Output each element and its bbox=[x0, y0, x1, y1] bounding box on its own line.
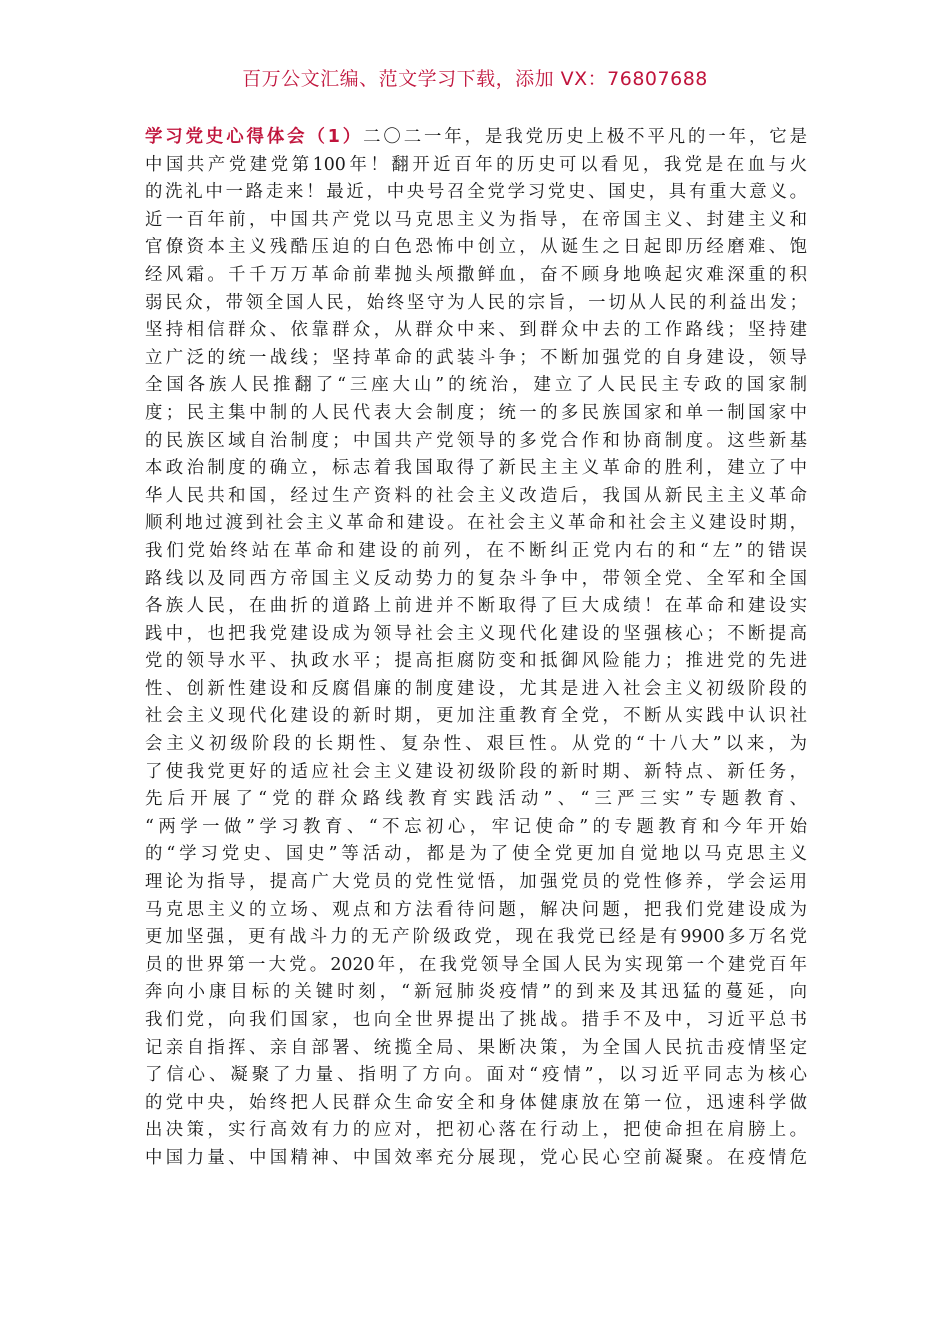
text-line: 性、创新性建设和反腐倡廉的制度建设，尤其是进入社会主义初级阶段的 bbox=[145, 678, 807, 699]
text-line: 顺利地过渡到社会主义革命和建设。在社会主义革命和社会主义建设时期， bbox=[145, 513, 807, 534]
text-line: 我们党始终站在革命和建设的前列，在不断纠正党内右的和“左”的错误 bbox=[145, 540, 807, 561]
text-line: 经风霜。千千万万革命前辈抛头颅撒鲜血，奋不顾身地唤起灾难深重的积 bbox=[145, 264, 807, 285]
text-line: 更加坚强，更有战斗力的无产阶级政党，现在我党已经是有9900多万名党 bbox=[145, 927, 807, 948]
paragraph-first-line bbox=[145, 124, 807, 152]
text-line: 本政治制度的确立，标志着我国取得了新民主主义革命的胜利，建立了中 bbox=[145, 458, 807, 479]
text-line: 我们党，向我们国家，也向全世界提出了挑战。措手不及中，习近平总书 bbox=[145, 1010, 807, 1030]
text-line: 的民族区域自治制度；中国共产党领导的多党合作和协商制度。这些新基 bbox=[145, 430, 807, 451]
text-line: 马克思主义的立场、观点和方法看待问题，解决问题，把我们党建设成为 bbox=[145, 899, 807, 920]
text-line: “两学一做”学习教育、“不忘初心，牢记使命”的专题教育和今年开始 bbox=[145, 816, 807, 837]
text-line: 近一百年前，中国共产党以马克思主义为指导，在帝国主义、封建主义和 bbox=[145, 209, 807, 230]
text-line: 各族人民，在曲折的道路上前进并不断取得了巨大成绩！在革命和建设实 bbox=[145, 596, 807, 617]
text-line: 先后开展了“党的群众路线教育实践活动”、“三严三实”专题教育、 bbox=[145, 789, 807, 810]
text-line: 官僚资本主义残酷压迫的白色恐怖中创立，从诞生之日起即历经磨难、饱 bbox=[145, 237, 807, 258]
text-line: 出决策，实行高效有力的应对，把初心落在行动上，把使命担在肩膀上。 bbox=[145, 1120, 807, 1141]
text-line: 路线以及同西方帝国主义反动势力的复杂斗争中，带领全党、全军和全国 bbox=[145, 568, 807, 589]
text-line: 的“学习党史、国史”等活动，都是为了使全党更加自觉地以马克思主义 bbox=[145, 844, 807, 865]
document-body bbox=[145, 124, 807, 1173]
text-line: 中国力量、中国精神、中国效率充分展现，党心民心空前凝聚。在疫情危 bbox=[145, 1147, 807, 1168]
text-line: 中国共产党建党第100年！翻开近百年的历史可以看见，我党是在血与火 bbox=[145, 154, 807, 175]
watermark-banner: 百万公文汇编、范文学习下载，添加 VX：76807688 bbox=[242, 68, 708, 90]
first-line-text: 二〇二一年，是我党历史上极不平凡的一年，它是 bbox=[363, 127, 807, 147]
text-line: 记亲自指挥、亲自部署、统揽全局、果断决策，为全国人民抗击疫情坚定 bbox=[145, 1037, 807, 1058]
text-line: 会主义初级阶段的长期性、复杂性、艰巨性。从党的“十八大”以来，为 bbox=[145, 734, 807, 755]
text-line: 弱民众，带领全国人民，始终坚守为人民的宗旨，一切从人民的利益出发； bbox=[145, 292, 807, 313]
text-line: 奔向小康目标的关键时刻，“新冠肺炎疫情”的到来及其迅猛的蔓延，向 bbox=[145, 982, 807, 1003]
text-line: 华人民共和国，经过生产资料的社会主义改造后，我国从新民主主义革命 bbox=[145, 485, 807, 506]
paragraph-lines bbox=[145, 152, 807, 1173]
text-line: 践中，也把我党建设成为领导社会主义现代化建设的坚强核心；不断提高 bbox=[145, 623, 807, 644]
text-line: 立广泛的统一战线；坚持革命的武装斗争；不断加强党的自身建设，领导 bbox=[145, 347, 807, 368]
text-line: 了信心、凝聚了力量、指明了方向。面对“疫情”，以习近平同志为核心 bbox=[145, 1065, 807, 1086]
text-line: 的洗礼中一路走来！最近，中央号召全党学习党史、国史，具有重大意义。 bbox=[145, 182, 807, 203]
text-line: 理论为指导，提高广大党员的党性觉悟，加强党员的党性修养，学会运用 bbox=[145, 872, 807, 893]
text-line: 全国各族人民推翻了“三座大山”的统治，建立了人民民主专政的国家制 bbox=[145, 375, 807, 396]
text-line: 党的领导水平、执政水平；提高拒腐防变和抵御风险能力；推进党的先进 bbox=[145, 651, 807, 672]
text-line: 社会主义现代化建设的新时期，更加注重教育全党，不断从实践中认识社 bbox=[145, 706, 807, 727]
text-line: 员的世界第一大党。2020年，在我党领导全国人民为实现第一个建党百年 bbox=[145, 954, 807, 975]
text-line: 的党中央，始终把人民群众生命安全和身体健康放在第一位，迅速科学做 bbox=[145, 1092, 807, 1113]
text-line: 度；民主集中制的人民代表大会制度；统一的多民族国家和单一制国家中 bbox=[145, 402, 807, 423]
text-line: 坚持相信群众、依靠群众，从群众中来、到群众中去的工作路线；坚持建 bbox=[145, 320, 807, 341]
text-line: 了使我党更好的适应社会主义建设初级阶段的新时期、新特点、新任务， bbox=[145, 761, 807, 782]
document-title: 学习党史心得体会（1） bbox=[145, 127, 364, 147]
